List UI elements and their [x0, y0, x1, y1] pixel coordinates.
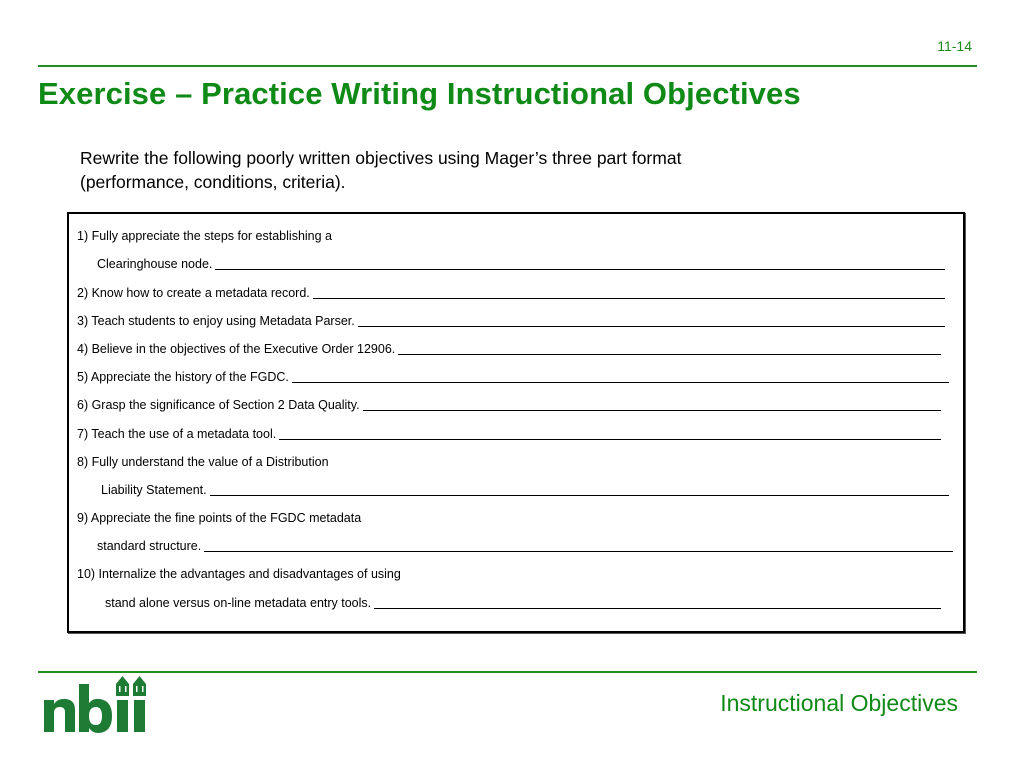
objective-list: [77, 222, 955, 617]
objective-2: [77, 278, 955, 306]
answer-blank: [363, 400, 941, 411]
objective-text: 4) Believe in the objectives of the Executive Order 12906.: [77, 341, 396, 356]
nbii-logo: [42, 674, 162, 734]
instructions-line-1: Rewrite the following poorly written objectives using Mager’s three part format: [80, 148, 682, 168]
objective-text: 7) Teach the use of a metadata tool.: [77, 426, 277, 441]
objective-10-line-1: [77, 560, 955, 588]
answer-blank: [204, 541, 953, 552]
slide-title: Exercise – Practice Writing Instructional Objectives: [38, 76, 801, 111]
objective-text: Clearinghouse node.: [97, 257, 213, 272]
instructions-line-2: (performance, conditions, criteria).: [80, 172, 346, 192]
objective-text: 3) Teach students to enjoy using Metadata Parser.: [77, 313, 355, 328]
bottom-divider: [38, 671, 977, 673]
footer-title: Instructional Objectives: [720, 690, 958, 716]
answer-blank: [358, 316, 945, 327]
objective-text: 1) Fully appreciate the steps for establishing a: [77, 229, 332, 244]
objective-10-line-2: [77, 588, 955, 616]
objective-text: standard structure.: [97, 539, 202, 554]
answer-blank: [215, 259, 945, 270]
objective-text: stand alone versus on-line metadata entry tools.: [105, 595, 372, 610]
page-number: 11-14: [937, 38, 972, 54]
objective-text: 9) Appreciate the fine points of the FGDC metadata: [77, 511, 362, 526]
top-divider: [38, 65, 977, 67]
instructions: [80, 146, 800, 194]
objective-8-line-1: [77, 448, 955, 476]
answer-blank: [210, 485, 949, 496]
objective-1-line-2: [77, 250, 955, 278]
objective-text: 10) Internalize the advantages and disadvantages of using: [77, 567, 401, 582]
answer-blank: [313, 288, 945, 299]
objective-7: [77, 419, 955, 447]
objective-4: [77, 335, 955, 363]
objective-9-line-1: [77, 504, 955, 532]
answer-blank: [279, 429, 941, 440]
objective-text: 5) Appreciate the history of the FGDC.: [77, 370, 289, 385]
objective-6: [77, 391, 955, 419]
objective-text: 6) Grasp the significance of Section 2 Data Quality.: [77, 398, 360, 413]
objective-text: 8) Fully understand the value of a Distribution: [77, 454, 329, 469]
answer-blank: [292, 372, 949, 383]
objective-text: 2) Know how to create a metadata record.: [77, 285, 310, 300]
exercise-box: [67, 212, 965, 633]
objective-text: Liability Statement.: [101, 482, 207, 497]
answer-blank: [374, 598, 941, 609]
objective-9-line-2: [77, 532, 955, 560]
objective-1-line-1: [77, 222, 955, 250]
objective-5: [77, 363, 955, 391]
objective-8-line-2: [77, 476, 955, 504]
answer-blank: [398, 344, 941, 355]
objective-3: [77, 307, 955, 335]
